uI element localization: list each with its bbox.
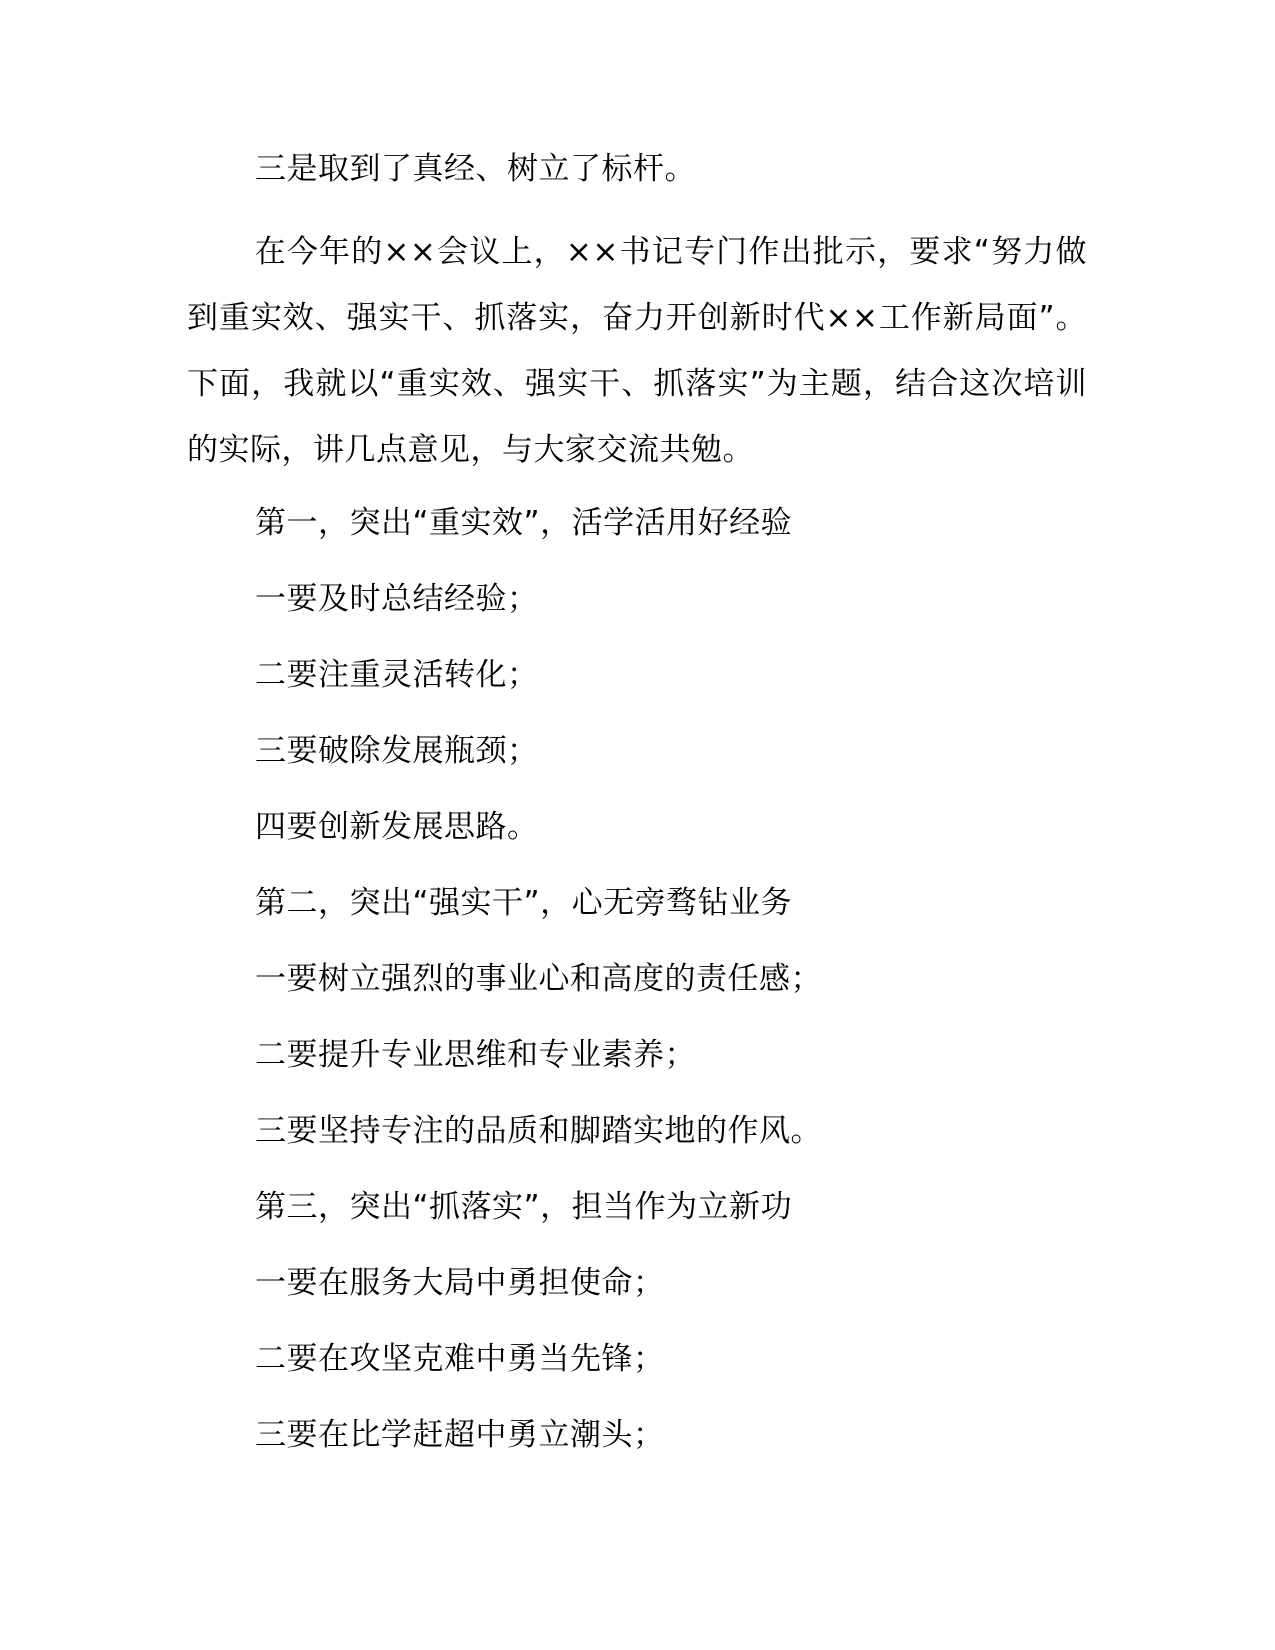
list-item-2-2: 二要提升专业思维和专业素养； (255, 1037, 696, 1073)
list-item-3-3: 三要在比学赶超中勇立潮头； (255, 1417, 665, 1453)
list-item-1-1: 一要及时总结经验； (255, 581, 539, 617)
paragraph-spacer (187, 483, 1087, 499)
list-item-2-1: 一要树立强烈的事业心和高度的责任感； (255, 961, 822, 997)
list-item-1-2: 二要注重灵活转化； (255, 657, 539, 693)
list-item-1-4: 四要创新发展思路。 (255, 809, 539, 845)
list-item-3-2: 二要在攻坚克难中勇当先锋； (255, 1341, 665, 1377)
list-item-1-3: 三要破除发展瓶颈； (255, 733, 539, 769)
section-heading-2: 第二，突出“强实干”，心无旁骛钻业务 (255, 885, 793, 921)
list-item-3-1: 一要在服务大局中勇担使命； (255, 1265, 665, 1301)
paragraph-summary-point-three: 三是取到了真经、树立了标杆。 (255, 151, 696, 187)
section-heading-1: 第一，突出“重实效”，活学活用好经验 (255, 505, 793, 541)
document-body (187, 145, 1087, 1487)
list-item-2-3: 三要坚持专注的品质和脚踏实地的作风。 (255, 1113, 822, 1149)
paragraph-introduction: 在今年的××会议上，××书记专门作出批示，要求“努力做到重实效、强实干、抓落实，奋力开创新时代××工作新局面”。下面，我就以“重实效、强实干、抓落实”为主题，结合这次培训的实际，讲几点意见，与大家交流共勉。 (187, 234, 1087, 468)
section-heading-3: 第三，突出“抓落实”，担当作为立新功 (255, 1189, 793, 1225)
